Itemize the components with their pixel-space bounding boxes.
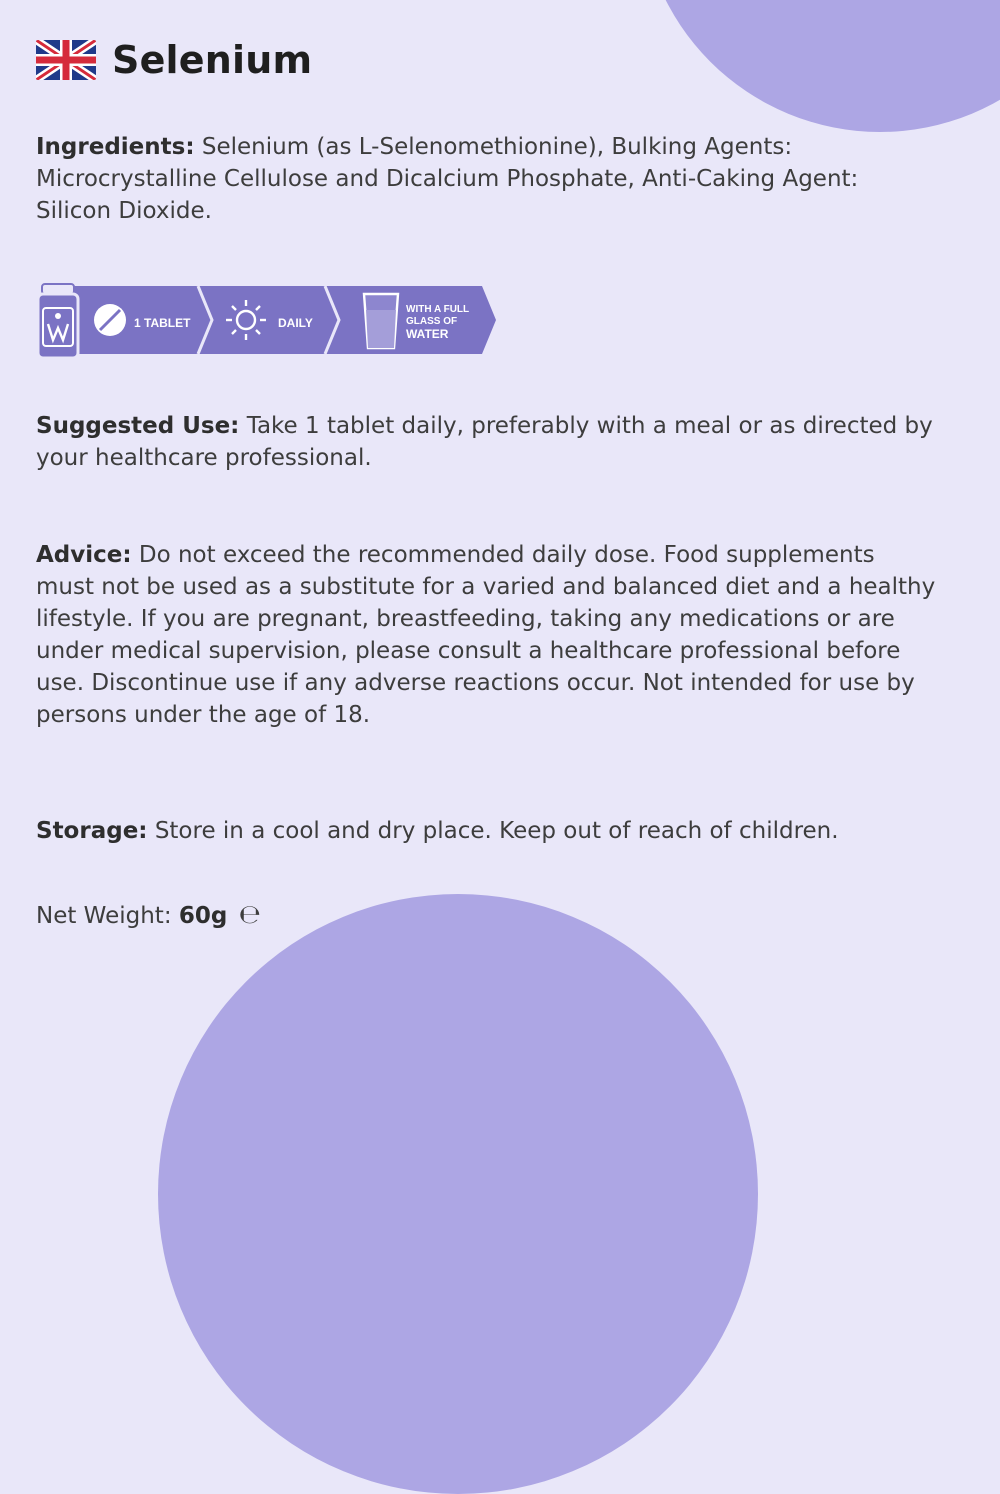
decorative-circle-bottom [158,894,758,1494]
estimated-sign-icon: ℮ [238,900,261,930]
net-weight-label: Net Weight: [36,903,172,929]
daily-label: DAILY [278,316,313,330]
water-glass-icon [364,294,398,348]
tablet-icon [94,304,126,336]
water-label-line2: GLASS OF [406,316,458,327]
ingredients-section [36,131,936,227]
product-header [36,38,312,82]
water-label [406,304,486,340]
net-weight-value: 60g [178,903,228,929]
ingredients-text: Selenium (as L-Selenomethionine), Bulking Agents: Microcrystalline Cellulose and Dicalcium Phosphate, Anti-Caking Agent: Silicon Dioxide. [36,134,859,224]
suggested-use-section [36,410,936,474]
water-label-line3: WATER [406,327,449,341]
usage-banner [34,282,504,362]
supplement-bottle-icon [38,284,78,358]
page-title: Selenium [112,38,313,82]
uk-flag-icon [36,40,96,80]
ingredients-label: Ingredients: [36,134,195,160]
water-label-line1: WITH A FULL [406,304,470,315]
tablet-label: 1 TABLET [134,316,191,330]
advice-label: Advice: [36,542,132,568]
banner-segment-daily [199,286,350,354]
storage-section [36,815,936,847]
advice-section [36,539,936,731]
net-weight [36,900,261,930]
decorative-circle-top [640,0,1000,132]
storage-text: Store in a cool and dry place. Keep out of reach of children. [154,818,839,844]
suggested-use-text: Take 1 tablet daily, preferably with a meal or as directed by your healthcare professional. [36,413,933,471]
suggested-use-label: Suggested Use: [36,413,240,439]
advice-text: Do not exceed the recommended daily dose. Food supplements must not be used as a substitute for a varied and balanced diet and a healthy lifestyle. If you are pregnant, breastfeeding, taking any medications or are under medical supervision, please consult a healthcare professional before use. Discontinue use if any adverse reactions occur. Not intended for use by persons under the age of 18. [36,542,936,728]
storage-label: Storage: [36,818,148,844]
